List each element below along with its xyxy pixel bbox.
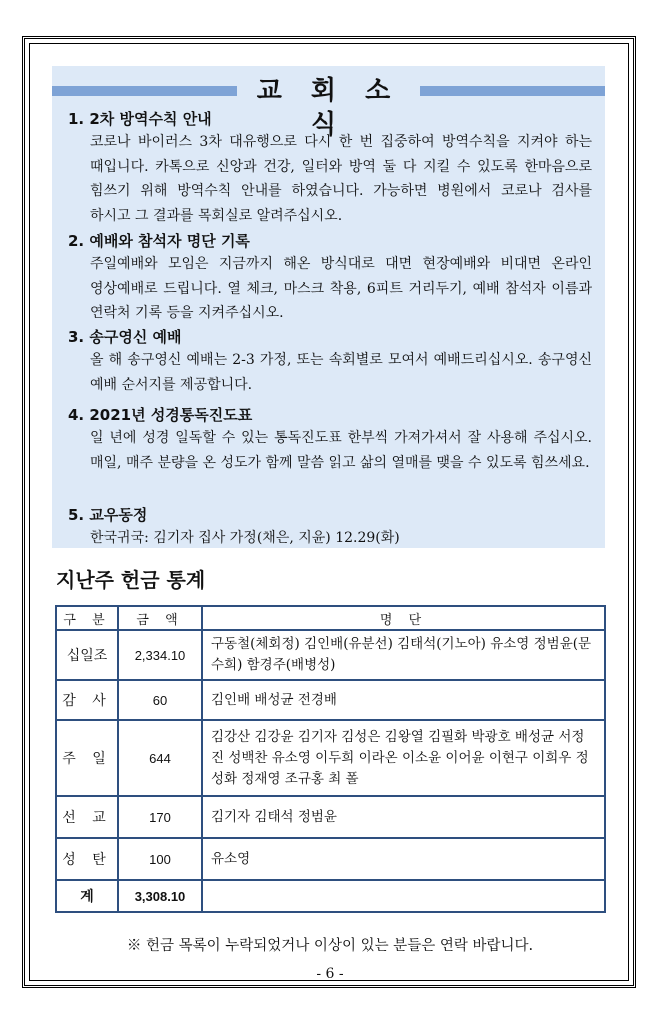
offering-footnote: ※ 헌금 목록이 누락되었거나 이상이 있는 분들은 연락 바랍니다. (126, 938, 534, 954)
news-item-body: 주일예배와 모임은 지금까지 해온 방식대로 대면 현장예배와 비대면 온라인 영상예배로 드립니다. 열 체크, 마스크 착용, 6피트 거리두기, 예배 참석자 이름과 연락처 기록 등을 지켜주십시오. (90, 256, 592, 321)
table-row (56, 720, 605, 796)
row-names: 김인배 배성균 전경배 (202, 680, 605, 720)
row-amount: 644 (118, 720, 202, 796)
table-row (56, 796, 605, 838)
news-item-body: 코로나 바이러스 3차 대유행으로 다시 한 번 집중하여 방역수칙을 지켜야 하는 때입니다. 카톡으로 신앙과 건강, 일터와 방역 둘 다 지킬 수 있도록 한마음으로 힘쓰기 위해 방역수칙 안내를 하였습니다. 가능하면 병원에서 코로나 검사를 하시고 그 결과를 목회실로 알려주십시오. (90, 134, 592, 224)
row-names: 김기자 김태석 정범윤 (202, 796, 605, 838)
news-item-heading: 4. 2021년 성경통독진도표 (68, 406, 253, 424)
total-row (56, 880, 605, 912)
title-bar-left (52, 86, 237, 96)
row-category: 십일조 (56, 630, 118, 680)
total-names-empty (202, 880, 605, 912)
row-amount: 60 (118, 680, 202, 720)
table-header-row (56, 606, 605, 630)
offering-title: 지난주 헌금 통계 (56, 568, 206, 592)
page-number: - 6 - (316, 966, 344, 982)
news-item-heading: 5. 교우동정 (68, 506, 148, 524)
total-label: 계 (56, 880, 118, 912)
news-item-body: 한국귀국: 김기자 집사 가정(채은, 지윤) 12.29(화) (90, 530, 400, 546)
offering-table (55, 605, 606, 913)
church-news-box (52, 66, 605, 548)
header-amount: 금 액 (118, 606, 202, 630)
row-amount: 170 (118, 796, 202, 838)
row-amount: 100 (118, 838, 202, 880)
row-category: 선 교 (56, 796, 118, 838)
table-row (56, 680, 605, 720)
news-item-heading: 1. 2차 방역수칙 안내 (68, 110, 212, 128)
header-names: 명 단 (202, 606, 605, 630)
header-category: 구 분 (56, 606, 118, 630)
row-names: 김강산 김강윤 김기자 김성은 김왕열 김필화 박광호 배성균 서정진 성백찬 유소영 이두희 이라온 이소윤 이어윤 이현구 이희우 정성화 정재영 조규홍 최 폴 (202, 720, 605, 796)
news-item-heading: 3. 송구영신 예배 (68, 328, 182, 346)
news-item-4 (68, 404, 592, 475)
news-item-2 (68, 230, 592, 326)
news-item-heading: 2. 예배와 참석자 명단 기록 (68, 232, 250, 250)
news-item-5 (68, 504, 592, 551)
table-row (56, 838, 605, 880)
news-item-3 (68, 326, 592, 397)
row-category: 주 일 (56, 720, 118, 796)
news-item-body: 일 년에 성경 일독할 수 있는 통독진도표 한부씩 가져가셔서 잘 사용해 주십시오. 매일, 매주 분량을 온 성도가 함께 말씀 읽고 삶의 열매를 맺을 수 있도록 힘쓰세요. (90, 430, 592, 471)
total-amount: 3,308.10 (118, 880, 202, 912)
table-row (56, 630, 605, 680)
news-item-body: 올 해 송구영신 예배는 2-3 가정, 또는 속회별로 모여서 예배드리십시오. 송구영신 예배 순서지를 제공합니다. (90, 352, 592, 393)
row-names: 유소영 (202, 838, 605, 880)
row-category: 성 탄 (56, 838, 118, 880)
title-bar-right (420, 86, 605, 96)
row-amount: 2,334.10 (118, 630, 202, 680)
row-category: 감 사 (56, 680, 118, 720)
news-item-1 (68, 108, 592, 228)
row-names: 구동철(체회정) 김인배(유분선) 김태석(기노아) 유소영 정범윤(문수희) 함경주(배병성) (202, 630, 605, 680)
news-title: 교 회 소 식 (256, 76, 401, 140)
